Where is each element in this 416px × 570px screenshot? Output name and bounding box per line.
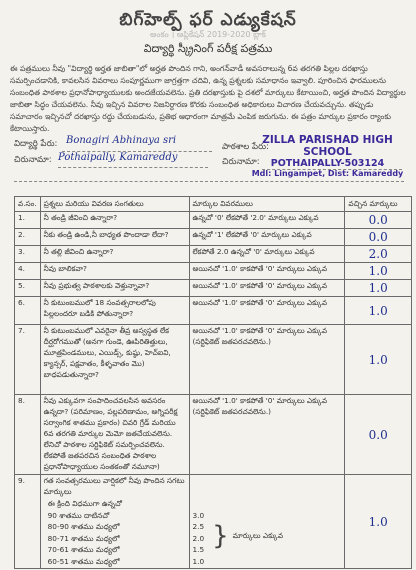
row-number: 2. — [15, 229, 41, 246]
brace-icon: } — [212, 521, 229, 552]
row-number: 8. — [15, 395, 41, 475]
stamp-line-2: POTHAIPALLY-503124 — [270, 158, 385, 169]
student-name-label: విద్యార్థి పేరు: — [14, 139, 58, 149]
row-score: 0.0 — [345, 212, 412, 229]
row-score: 1.0 — [345, 263, 412, 280]
school-address-label: చిరునామా: — [222, 157, 260, 167]
row-marks: లేకపోతే 2.0 ఉన్నచో '0' మార్కులు ఎక్కువ — [189, 246, 345, 263]
sub-criterion: 90 శాతము దాటినచో — [47, 510, 110, 520]
school-name-label: పాఠశాల పేరు: — [222, 142, 269, 152]
row-question: నీకు తండ్రి ఉండి,నీ బాధ్యత పొందాడా లేదా? — [40, 229, 189, 246]
row-score: 1.0 — [345, 475, 412, 569]
separator-line — [14, 181, 404, 182]
table-row — [15, 325, 412, 395]
scale-value: 2.5 — [192, 522, 205, 531]
col-header-serial: వ.సం. — [15, 197, 41, 212]
table-row — [15, 229, 412, 246]
row-question: నీ తండ్రి జీవించి ఉన్నారా? — [40, 212, 189, 229]
row-question: నీవు ఎక్కువగా సంపాదించవలసిన అవసరం ఉన్నదా? (పరిమాణం, పల్లపరిణామం, అగ్నిపరీక్ష సర్వాంగిక శాతము ప్రకారం) చివరి గ్రేడ్ మరియు 6వ తరగతి మార్కుల మెమో జతచేయవలెను. లేనిచో పాఠశాల సర్టిఫికెట్ సమర్పించవలెను. లేకపోతే జతపరచిన సంబంధిత పాఠశాల ప్రధానోపాధ్యాయుల సంతకంతో నమూనా) — [40, 395, 189, 475]
sub-criterion: 70-61 శాతము మధ్యలో — [47, 545, 120, 554]
row-question: నీ కుటుంబములో 18 సంవత్సరాలలోపు పిల్లలందరూ బడికి పోతున్నారా? — [40, 297, 189, 325]
sub-criterion: 60-51 శాతము మధ్యలో — [47, 556, 120, 566]
row-question-text: గత సంవత్సరములు వార్షికలో నీవు పొందిన సగటు మార్కులు — [43, 476, 185, 496]
row-number: 7. — [15, 325, 41, 395]
table-header-row — [15, 197, 412, 212]
stamp-line-3: Mdl: Lingampet, Dist: Kamareddy — [251, 169, 404, 178]
row-marks: అయినచో '1.0' కాకపోతే '0' మార్కులు ఎక్కువ (సర్టిఫికెట్ జతపరచవలెను.) — [189, 325, 345, 395]
address-line — [58, 167, 208, 168]
faint-header-text: అంకం । ఆప్లికేషన్ 2019-2020 బ్లాక్ — [150, 30, 266, 39]
scale-value: 1.0 — [192, 556, 205, 566]
sub-criterion: 80-71 శాతము మధ్యలో — [47, 533, 120, 543]
row-number: 9. — [15, 475, 41, 569]
row-marks: అయినచో '1.0' కాకపోతే '0' మార్కులు ఎక్కువ (సర్టిఫికెట్ జతపరచవలెను.) — [189, 395, 345, 475]
row-question: నీ కుటుంబములో ఎవరైనా తీవ్ర అస్వస్థత లేక దీర్ఘరోగముతో (అనగా గుండె, ఊపిరితిత్తులు, మూత్రపిండములు, ఎయిడ్స్, కుష్ఠు, హెచ్ఐవి, క్యాన్సర్, పక్షవాతం, కీళ్ళవాతం మొ) బాధపడుతున్నారా? — [40, 325, 189, 395]
table-row — [15, 395, 412, 475]
col-header-score: వచ్చిన మార్కులు — [345, 197, 412, 212]
row-marks: అయినచో '1.0' కాకపోతే '0' మార్కులు ఎక్కువ — [189, 280, 345, 297]
intro-paragraph: ఈ పత్రములు నీవు "విద్యార్థి అర్హత జాబితా"లో అర్హత పొందిన గాని, అంగన్‌వాడీ అవసరాలున్న 6వ తరగతి పిల్లల దరఖాస్తు సమర్పించడానికి, కావలసిన వివరాలు సంపూర్ణముగా జాగ్రత్తగా చదివి, ఉన్న ప్రశ్నలకు సమాధానం ఇవ్వాలి. పూరించిన ఫారములను సంబంధిత పాఠశాల ప్రధానోపాధ్యాయులకు అందజేయవలెను. ప్రతి దరఖాస్తుకు పై దశలో మార్కులు కేటాయించి, అర్హత పొందిన విద్యార్థుల జాబితా సిద్ధం చేయవలెను. నీవు ఇచ్చిన వివరాల నిజనిర్ధారణ కొరకు సంబంధిత అధికారులు విచారణ చేయవచ్చును. తప్పుడు సమాచారం ఇచ్చినచో దరఖాస్తు రద్దు చేయబడును, ప్రతిభ ఆధారంగా మాత్రమే ఎంపిక జరుగును. ఈ పత్రం మార్కుల ప్రకారం ర్యాంకు కేటాయిస్తారు. — [10, 64, 406, 133]
row-question: నీవు బాలికవా? — [40, 263, 189, 280]
row-marks: ఉన్నచో '0' లేకపోతే '2.0' మార్కులు ఎక్కువ — [189, 212, 345, 229]
table-row — [15, 475, 412, 569]
scale-value: 1.5 — [192, 545, 205, 554]
row-marks: అయినచో '1.0' కాకపోతే '0' మార్కులు ఎక్కువ — [189, 263, 345, 280]
address-value: Pothaipally, Kamareddy — [58, 152, 178, 163]
row-marks: ఉన్నచో '1' లేకపోతే '0' మార్కులు ఎక్కువ — [189, 229, 345, 246]
table-row — [15, 280, 412, 297]
screening-table — [14, 196, 412, 569]
row-score: 0.0 — [345, 229, 412, 246]
sub-criterion: ఈ క్రింది విధముగా ఉన్నచో — [47, 499, 122, 508]
row-marks — [189, 475, 345, 569]
table-row — [15, 297, 412, 325]
student-name-value: Bonagiri Abhinaya sri — [66, 135, 177, 146]
row-number: 6. — [15, 297, 41, 325]
row-score: 1.0 — [345, 280, 412, 297]
row-score: 2.0 — [345, 246, 412, 263]
row-score: 1.0 — [345, 297, 412, 325]
table-row — [15, 246, 412, 263]
page-title: బిగ్‌హెల్ప్ ఫర్ ఎడ్యుకేషన్ — [119, 10, 297, 30]
col-header-marks: మార్కుల వివరములు — [189, 197, 345, 212]
stamp-line-1: ZILLA PARISHAD HIGH SCHOOL — [262, 134, 393, 158]
sub-criterion: 80-90 శాతము మధ్యలో — [47, 522, 120, 531]
row-score: 0.0 — [345, 395, 412, 475]
row-question: నీవు ప్రభుత్వ పాఠశాలకు వెళ్తున్నావా? — [40, 280, 189, 297]
address-label: చిరునామా: — [14, 155, 52, 165]
row-marks-text: మార్కులు ఎక్కువ — [232, 530, 284, 540]
table-row — [15, 212, 412, 229]
row-number: 4. — [15, 263, 41, 280]
table-row — [15, 263, 412, 280]
row-score: 1.0 — [345, 325, 412, 395]
scale-value: 2.0 — [192, 533, 205, 543]
school-stamp — [245, 134, 410, 178]
col-header-question: ప్రశ్నలు మరియు వివరణ సంగతులు — [40, 197, 189, 212]
row-question — [40, 475, 189, 569]
row-number: 5. — [15, 280, 41, 297]
row-number: 3. — [15, 246, 41, 263]
page-subtitle: విద్యార్థి స్క్రీనింగ్ పరీక్ష పత్రము — [143, 42, 273, 55]
row-number: 1. — [15, 212, 41, 229]
row-question: నీ తల్లి జీవించి ఉన్నారా? — [40, 246, 189, 263]
row-marks: అయినచో '1.0' కాకపోతే '0' మార్కులు ఎక్కువ — [189, 297, 345, 325]
scale-value: 3.0 — [192, 510, 205, 520]
